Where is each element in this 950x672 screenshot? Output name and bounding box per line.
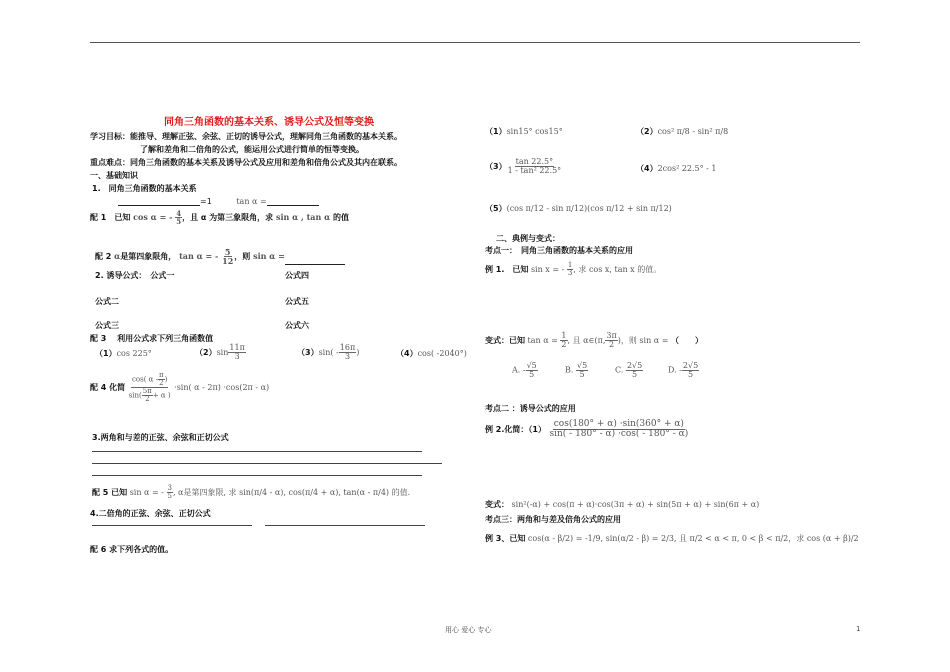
- pei4-numerator: [131, 372, 168, 388]
- pei3-expr: sin( -: [318, 348, 339, 357]
- pei1-label: 配 1 已知: [90, 213, 131, 222]
- pei3-frac: [339, 344, 356, 361]
- pei2-alpha: α: [114, 251, 121, 261]
- option-sign: -: [522, 365, 526, 375]
- frac-den: 2: [561, 340, 567, 349]
- objectives-label: 学习目标：: [90, 132, 130, 141]
- frac-den: 5: [632, 370, 638, 379]
- pei3-item3: [297, 344, 359, 361]
- option-sign: -: [679, 365, 682, 375]
- frac-den: 3: [234, 352, 240, 361]
- pei4: [90, 372, 269, 403]
- var1-ask: sin α =: [639, 336, 669, 345]
- ex1-rest: , 求 cos x, tan x 的值。: [573, 265, 662, 274]
- ex2-label: 例 2.化简：（1）: [485, 425, 546, 434]
- frac-num: 16π: [339, 343, 356, 352]
- ex2: [485, 420, 689, 439]
- var1-label: 变式：已知: [485, 336, 525, 345]
- pei3-label: 配 3 利用公式求下列三角函数值: [90, 334, 214, 343]
- answer-line: [92, 525, 252, 526]
- option-letter: D.: [668, 365, 677, 375]
- option-letter: C.: [615, 365, 624, 375]
- frac-num: 2√5: [682, 361, 699, 370]
- section1-sub1: 1. 同角三角函数的基本关系: [92, 184, 197, 193]
- ex1-expr: sin x = -: [530, 265, 565, 274]
- ex2-frac: [549, 420, 690, 439]
- frac-num: √5: [526, 361, 537, 370]
- frac-den: 5: [579, 370, 585, 379]
- ex3-expr: cos(α - β/2) = -1/9, sin(α/2 - β) = 2/3, 且 π/2 < α < π, 0 < β < π/2，求: [527, 534, 805, 543]
- pei1-num: 4: [176, 209, 182, 218]
- item-expr: (cos π/12 - sin π/12)(cos π/12 + sin π/12): [506, 204, 672, 213]
- pei6: 配 6 求下列各式的值。: [90, 545, 174, 554]
- pei4-label: 配 4 化简: [90, 383, 126, 392]
- pei3-index: （1）: [95, 349, 117, 358]
- pei2-frac: [221, 248, 234, 265]
- pei2-label: 配 2: [95, 252, 112, 261]
- page-title: 同角三角函数的基本关系、诱导公式及恒等变换: [164, 117, 374, 128]
- objectives-line1: [90, 131, 402, 142]
- option-a: [512, 362, 538, 379]
- frac-den: 3: [344, 352, 351, 361]
- ex3-ask: cos (α + β)/2: [806, 534, 859, 543]
- frac-den: 5: [688, 370, 694, 379]
- ex3: [485, 533, 859, 544]
- frac-den: sin( - 180° - α) ·cos( - 180° - α): [549, 429, 689, 439]
- pei1-tail: 的值: [333, 213, 350, 222]
- frac-num: 1: [561, 331, 567, 340]
- objectives-line2: 了解和差角和二倍角的公式，能运用公式进行简单的恒等变换。: [140, 145, 364, 154]
- pei2-den: 12: [222, 256, 234, 266]
- pei5-label: 配 5 已知: [92, 488, 128, 497]
- pei4-den-frac: [142, 388, 153, 403]
- pei3-item1: [95, 348, 152, 359]
- var1-expr: tan α =: [527, 336, 558, 345]
- right-item3: [485, 158, 562, 175]
- frac-den: 5: [529, 370, 535, 379]
- var1-end: )，则: [617, 336, 637, 345]
- frac-num: 3π: [606, 331, 617, 340]
- section1-heading: 一、基础知识: [90, 171, 138, 180]
- formula-three: 公式三: [95, 321, 119, 330]
- kp3: 考点三：两角和与差及倍角公式的应用: [485, 515, 621, 524]
- var2-label: 变式：: [485, 500, 509, 509]
- ex1: [485, 262, 661, 277]
- item-frac: [507, 158, 563, 175]
- formula-four: 公式四: [285, 271, 309, 280]
- formula-two: 公式二: [95, 297, 119, 306]
- item-expr: sin15° cos15°: [506, 127, 563, 136]
- right-item4: [636, 163, 717, 174]
- frac-num: π: [158, 371, 164, 379]
- kp2: 考点二 ：诱导公式的应用: [485, 404, 576, 413]
- option-letter: A.: [512, 365, 521, 375]
- pei2-sin: sin α =: [253, 251, 285, 261]
- frac-den: 2: [145, 395, 150, 403]
- frac-num: 2√5: [626, 361, 643, 370]
- right-item1: [485, 126, 563, 137]
- frac-num: 3: [167, 484, 172, 492]
- item-index: （3）: [485, 162, 507, 171]
- frac-num: cos(180° + α) ·sin(360° + α): [553, 419, 684, 429]
- footer-motto: 用心 爱心 专心: [445, 626, 492, 634]
- frac-num: 1: [567, 261, 573, 269]
- frac-den: 2: [609, 340, 615, 349]
- pei3-expr: cos 225°: [116, 349, 152, 358]
- identity-row: [118, 196, 319, 206]
- pei3-item2: [195, 344, 246, 361]
- frac-num: √5: [576, 361, 588, 370]
- pei4-tail: ·sin( α - 2π) ·cos(2π - α): [174, 383, 270, 392]
- pei1-expr: cos α = -: [133, 212, 173, 222]
- answer-line: [265, 525, 425, 526]
- pei4-den-a: sin(: [128, 391, 142, 400]
- item-index: （2）: [636, 127, 658, 136]
- pei2-expr: tan α = -: [179, 251, 219, 261]
- var1-frac2: [605, 332, 617, 349]
- pei4-denominator: [128, 388, 172, 403]
- formula-one: 公式一: [150, 271, 175, 280]
- frac-den: 5: [167, 492, 172, 500]
- pei4-den-b: + α ): [152, 391, 171, 400]
- option-frac: [576, 362, 588, 379]
- section4-heading: 4.二倍角的正弦、余弦、正切公式: [90, 509, 211, 518]
- item-expr: cos² π/8 - sin² π/8: [657, 127, 729, 136]
- frac-num: 11π: [229, 343, 245, 352]
- pei4-num-b: ): [164, 375, 168, 384]
- pei3-index: （4）: [396, 349, 418, 358]
- pei4-num-a: cos( α -: [131, 375, 158, 384]
- formula-five: 公式五: [285, 297, 309, 306]
- frac-num: tan 22.5°: [515, 157, 554, 166]
- option-frac: [526, 362, 538, 379]
- item-expr: 2cos² 22.5° - 1: [657, 164, 717, 173]
- pei1-rest: ，且 α 为第三象限角，求: [182, 213, 274, 222]
- section2-heading: 二、典例与变式：: [496, 234, 560, 243]
- pei3-expr: cos( -2040°): [417, 349, 467, 358]
- item-index: （5）: [485, 204, 507, 213]
- pei3-item4: [396, 348, 467, 359]
- induction-label: 2. 诱导公式：: [95, 271, 143, 280]
- option-d: [668, 362, 699, 379]
- pei5: [92, 485, 410, 500]
- pei3-index: （3）: [297, 348, 319, 357]
- pei1: [90, 210, 349, 225]
- frac-den: 3: [567, 269, 573, 277]
- option-frac: [682, 362, 699, 379]
- ex1-label: 例 1. 已知: [485, 265, 529, 274]
- objectives-text1: 能推导、理解正弦、余弦、正切的诱导公式，理解同角三角函数的基本关系。: [130, 132, 402, 141]
- right-item5: [485, 203, 672, 214]
- pei4-big-frac: [128, 372, 172, 403]
- pei2-text: 是第四象限角，: [120, 252, 177, 261]
- item-index: （1）: [485, 127, 507, 136]
- option-frac: [626, 362, 643, 379]
- answer-line: [92, 463, 442, 464]
- pei2-num: 5: [224, 247, 231, 257]
- pei3-expr: sin: [216, 348, 229, 357]
- pei5-expr: sin α = -: [129, 488, 164, 497]
- answer-paren: （ ）: [670, 336, 703, 345]
- identity-eq: =1: [200, 197, 212, 206]
- pei1-den: 5: [176, 217, 182, 226]
- keypoints: 重点难点：同角三角函数的基本关系及诱导公式及应用和差角和倍角公式及其内在联系。: [90, 158, 402, 167]
- pei3-frac: [228, 344, 245, 361]
- option-b: [565, 362, 588, 379]
- right-item2: [636, 126, 728, 137]
- var1-mid: , 且 α∈(π,: [567, 336, 606, 345]
- top-rule: [90, 42, 860, 43]
- pei1-ask: sin α , tan α: [275, 212, 331, 222]
- kp1: 考点一： 同角三角函数的基本关系的应用: [485, 246, 633, 255]
- pei2: [95, 248, 345, 265]
- pei2-ask: ，则: [234, 252, 251, 261]
- pei3-expr-close: ): [356, 348, 360, 357]
- tan-identity: tan α =: [236, 197, 267, 206]
- option-letter: B.: [565, 365, 574, 375]
- option-c: [615, 362, 643, 379]
- pei4-num-frac: [158, 372, 165, 387]
- var1: [485, 332, 703, 349]
- blank-line: [118, 196, 200, 206]
- ex3-label: 例 3、已知: [485, 534, 526, 543]
- var1-frac: [560, 332, 567, 349]
- item-index: （4）: [636, 164, 658, 173]
- var2: [485, 499, 759, 510]
- pei3-index: （2）: [195, 348, 217, 357]
- induction-heading: [95, 270, 174, 281]
- var2-expr: sin²(-α) + cos(π + α)·cos(3π + α) + sin(5π + α) + sin(6π + α): [511, 500, 760, 509]
- blank-line: [267, 196, 319, 206]
- frac-num: 5π: [142, 387, 152, 395]
- page-number: 1: [856, 625, 861, 633]
- answer-line: [92, 475, 422, 476]
- answer-line: [92, 451, 422, 452]
- section3-heading: 3.两角和与差的正弦、余弦和正切公式: [92, 433, 229, 442]
- frac-den: 1 - tan² 22.5°: [507, 166, 562, 175]
- formula-six: 公式六: [285, 321, 309, 330]
- blank-line: [285, 255, 345, 265]
- pei5-rest: , α是第四象限, 求 sin(π/4 - α), cos(π/4 + α), tan(α - π/4) 的值.: [172, 488, 411, 497]
- frac-den: 2: [159, 379, 164, 387]
